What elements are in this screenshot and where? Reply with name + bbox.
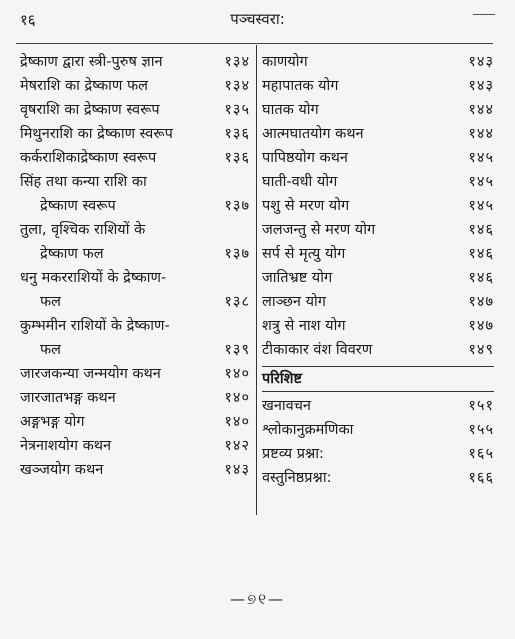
toc-entry [20,362,250,386]
toc-entry [262,242,494,266]
appendix-entry-page: १५५ [468,422,494,438]
toc-entry [20,458,250,482]
toc-entry-title: शत्रु से नाश योग [262,318,346,334]
toc-entry [20,314,250,362]
toc-entry-title: घातक योग [262,102,319,118]
toc-entry-title: घाती-वधी योग [262,174,338,190]
toc-entry-page: १३७ [224,198,250,214]
toc-entry [262,290,494,314]
toc-entry [20,434,250,458]
toc-entry [262,338,494,362]
toc-entry-page: १४९ [468,342,494,358]
toc-entry [20,50,250,74]
toc-entry-title: जातिभ्रष्ट योग [262,270,333,286]
toc-entry-title: सर्प से मृत्यु योग [262,246,346,262]
toc-entry-page: १४३ [468,78,494,94]
toc-left-column [20,50,250,482]
appendix-entry-title: श्लोकानुक्रमणिका [262,422,354,438]
toc-entry-title: नेत्रनाशयोग कथन [20,438,112,454]
toc-entry-page: १३४ [224,54,250,70]
toc-entry [20,74,250,98]
toc-entry-page: १३६ [224,150,250,166]
toc-entry-title-continued: फल [40,342,62,358]
toc-entry-page: १३९ [224,342,250,358]
page-number: १६ [20,11,36,29]
toc-entry-title: पशु से मरण योग [262,198,350,214]
toc-entry [262,314,494,338]
toc-entry-title: धनु मकरराशियों के द्रेष्काण- [20,270,167,286]
appendix-entry [262,466,494,490]
toc-entry-title: मिथुनराशि का द्रेष्काण स्वरूप [20,126,173,142]
toc-entry [262,194,494,218]
toc-entry-title: तुला, वृश्चिक राशियों के [20,222,146,238]
toc-entry-title: टीकाकार वंश विवरण [262,342,373,358]
appendix-entry-page: १६६ [468,470,494,486]
toc-entry-page: १४२ [224,438,250,454]
toc-entry-title: जलजन्तु से मरण योग [262,222,376,238]
top-rule [16,43,493,44]
toc-entry-page: १३७ [224,246,250,262]
footer-ornament: —୭୧— [230,590,285,608]
toc-entry-title-continued: फल [40,294,62,310]
toc-right-column [262,50,494,490]
toc-entry-title: जारजकन्या जन्मयोग कथन [20,366,161,382]
appendix-entry [262,418,494,442]
toc-entry [20,410,250,434]
toc-entry-page: १३५ [224,102,250,118]
toc-entry-page: १४४ [468,126,494,142]
toc-entry-title: मेषराशि का द्रेष्काण फल [20,78,148,94]
toc-entry-title: पापिष्ठयोग कथन [262,150,348,166]
column-divider [256,45,257,515]
toc-entry-page: १४७ [468,294,494,310]
toc-entry [262,122,494,146]
toc-entry-page: १३८ [224,294,250,310]
toc-entry-page: १४५ [468,198,494,214]
corner-mark [473,14,495,15]
toc-entry [20,122,250,146]
toc-entry-page: १४३ [224,462,250,478]
toc-entry-title: लाञ्छन योग [262,294,326,310]
appendix-entry-title: खनावचन [262,398,311,414]
toc-entry [20,146,250,170]
toc-entry [262,218,494,242]
toc-entry-title: महापातक योग [262,78,339,94]
toc-entry [262,50,494,74]
toc-entry-title: खञ्जयोग कथन [20,462,104,478]
toc-entry-title-continued: द्रेष्काण फल [40,246,104,262]
toc-entry-page: १४७ [468,318,494,334]
toc-entry [262,146,494,170]
toc-entry-title: वृषराशि का द्रेष्काण स्वरूप [20,102,160,118]
toc-entry-page: १४६ [468,270,494,286]
toc-entry [20,386,250,410]
toc-entry-page: १४५ [468,174,494,190]
toc-entry [262,98,494,122]
toc-entry-title: द्रेष्काण द्वारा स्त्री-पुरुष ज्ञान [20,54,163,70]
toc-entry-page: १४० [224,414,250,430]
toc-entry-title: कर्कराशिकाद्रेष्काण स्वरूप [20,150,157,166]
toc-entry [20,98,250,122]
running-title: पञ्चस्वरा: [230,10,285,28]
toc-entry [262,266,494,290]
toc-entry [20,218,250,266]
toc-entry-page: १४० [224,366,250,382]
toc-entry-title: काणयोग [262,54,308,70]
appendix-entry-title: प्रष्टव्य प्रश्ना: [262,446,324,462]
toc-entry [20,266,250,314]
toc-entry-page: १४० [224,390,250,406]
appendix-entry [262,394,494,418]
toc-entry [262,74,494,98]
toc-entry-page: १४६ [468,246,494,262]
toc-entry-title: कुम्भमीन राशियों के द्रेष्काण- [20,318,170,334]
toc-entry-page: १४६ [468,222,494,238]
toc-entry-title: सिंह तथा कन्या राशि का [20,174,147,190]
toc-entry-title-continued: द्रेष्काण स्वरूप [40,198,116,214]
toc-entry [262,170,494,194]
appendix-entry-title: वस्तुनिष्ठप्रश्ना: [262,470,332,486]
toc-entry-page: १४५ [468,150,494,166]
toc-entry-title: जारजातभङ्ग कथन [20,390,116,406]
toc-entry-page: १३६ [224,126,250,142]
appendix-entry [262,442,494,466]
appendix-entry-page: १६५ [468,446,494,462]
toc-entry-title: अङ्गभङ्ग योग [20,414,85,430]
toc-entry-page: १४४ [468,102,494,118]
toc-entry-page: १३४ [224,78,250,94]
toc-entry-title: आत्मघातयोग कथन [262,126,364,142]
toc-entry-page: १४३ [468,54,494,70]
appendix-entry-page: १५१ [468,398,494,414]
toc-entry [20,170,250,218]
appendix-heading: परिशिष्ट [262,366,494,392]
